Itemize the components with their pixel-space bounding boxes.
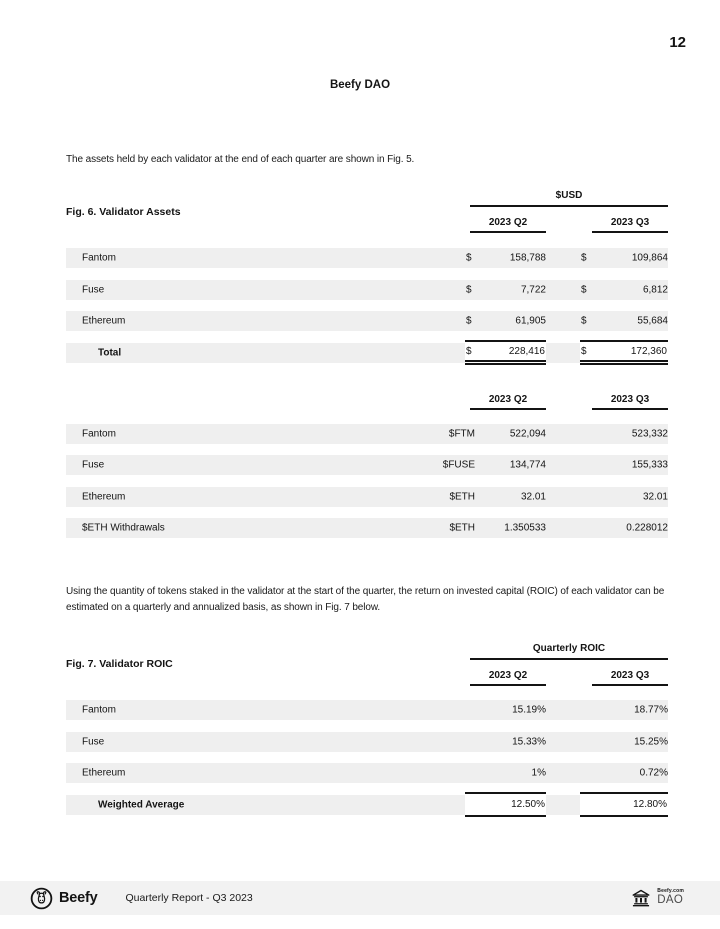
- page-number: 12: [669, 34, 686, 51]
- value-q3: 32.01: [642, 491, 668, 503]
- row-label: Weighted Average: [98, 799, 185, 811]
- row-label: Ethereum: [82, 315, 126, 327]
- row-label: Fuse: [82, 736, 105, 748]
- row-label: Fantom: [82, 428, 116, 440]
- fig6-column-header-q2: 2023 Q2: [470, 217, 546, 233]
- value-q2: 158,788: [509, 252, 546, 264]
- total-cell-q2: [465, 340, 546, 365]
- value-q2: 1.350533: [504, 522, 546, 534]
- value-q3: 172,360: [630, 345, 667, 357]
- beefy-cow-logo-icon: [30, 887, 53, 910]
- intro-paragraph: The assets held by each validator at the end of each quarter are shown in Fig. 5.: [66, 154, 415, 165]
- value-q3: 6,812: [642, 284, 668, 296]
- value-q2: 15.33%: [512, 736, 546, 748]
- total-cell-q3: [580, 792, 668, 817]
- row-label: Fuse: [82, 459, 105, 471]
- currency-symbol: $: [581, 252, 587, 264]
- roic-paragraph: Using the quantity of tokens staked in the validator at the start of the quarter, the return on invested capital (ROIC) of each validator can be estimated on a quarterly and annualized basis, as shown in Fig. 7 below.: [66, 586, 665, 613]
- table-row: [66, 518, 668, 538]
- fig6-group-header: $USD: [470, 190, 668, 207]
- table-row: [66, 248, 668, 268]
- table2-column-header-q3: 2023 Q3: [592, 394, 668, 410]
- footer-org-name: DAO: [657, 894, 684, 907]
- row-label: Fuse: [82, 284, 105, 296]
- value-q2: 228,416: [508, 345, 545, 357]
- table-row: [66, 732, 668, 752]
- footer-brand-name: Beefy: [59, 890, 98, 906]
- fig6-column-header-q3: 2023 Q3: [592, 217, 668, 233]
- footer-brand: [30, 887, 98, 910]
- value-q2: 7,722: [520, 284, 546, 296]
- value-q2: 32.01: [520, 491, 546, 503]
- table2-column-header-q2: 2023 Q2: [470, 394, 546, 410]
- currency-symbol: $: [581, 315, 587, 327]
- value-q3: 15.25%: [634, 736, 668, 748]
- value-q3: 0.228012: [626, 522, 668, 534]
- token-unit: $FUSE: [442, 459, 475, 471]
- currency-symbol: $: [466, 252, 472, 264]
- fig7-column-header-q2: 2023 Q2: [470, 670, 546, 686]
- table-row: [66, 763, 668, 783]
- currency-symbol: $: [466, 315, 472, 327]
- row-label: Total: [98, 347, 122, 359]
- row-label: Ethereum: [82, 767, 126, 779]
- currency-symbol: $: [466, 284, 472, 296]
- token-unit: $ETH: [449, 491, 475, 503]
- row-label: $ETH Withdrawals: [82, 522, 165, 534]
- value-q2: 12.50%: [511, 799, 545, 810]
- value-q2: 134,774: [509, 459, 546, 471]
- currency-symbol: $: [466, 345, 472, 357]
- token-unit: $FTM: [448, 428, 475, 440]
- value-q3: 18.77%: [634, 704, 668, 716]
- row-label: Ethereum: [82, 491, 126, 503]
- fig7-column-header-q3: 2023 Q3: [592, 670, 668, 686]
- footer-org: [630, 887, 684, 909]
- value-q3: 155,333: [631, 459, 668, 471]
- value-q3: 0.72%: [639, 767, 668, 779]
- value-q2: 1%: [531, 767, 546, 779]
- table-total-row: [66, 795, 668, 815]
- fig6-caption: Fig. 6. Validator Assets: [66, 206, 181, 218]
- fig7-caption: Fig. 7. Validator ROIC: [66, 658, 173, 670]
- currency-symbol: $: [581, 345, 587, 357]
- bank-icon: [630, 887, 652, 909]
- row-label: Fantom: [82, 704, 116, 716]
- value-q2: 15.19%: [512, 704, 546, 716]
- fig7-group-header: Quarterly ROIC: [470, 643, 668, 660]
- currency-symbol: $: [581, 284, 587, 296]
- total-cell-q2: [465, 792, 546, 817]
- value-q3: 12.80%: [633, 799, 667, 810]
- token-unit: $ETH: [449, 522, 475, 534]
- page-footer: [0, 881, 720, 915]
- table-row: [66, 424, 668, 444]
- table-row: [66, 487, 668, 507]
- footer-org-domain: Beefy.com: [657, 888, 684, 895]
- row-label: Fantom: [82, 252, 116, 264]
- value-q2: 61,905: [515, 315, 546, 327]
- value-q3: 55,684: [637, 315, 668, 327]
- total-cell-q3: [580, 340, 668, 365]
- value-q3: 523,332: [631, 428, 668, 440]
- footer-report-title: Quarterly Report - Q3 2023: [125, 892, 253, 904]
- document-title: Beefy DAO: [329, 79, 391, 91]
- footer-org-text: [657, 889, 684, 907]
- table-total-row: [66, 343, 668, 363]
- table-row: [66, 280, 668, 300]
- value-q2: 522,094: [509, 428, 546, 440]
- table-row: [66, 455, 668, 475]
- table-row: [66, 700, 668, 720]
- value-q3: 109,864: [631, 252, 668, 264]
- table-row: [66, 311, 668, 331]
